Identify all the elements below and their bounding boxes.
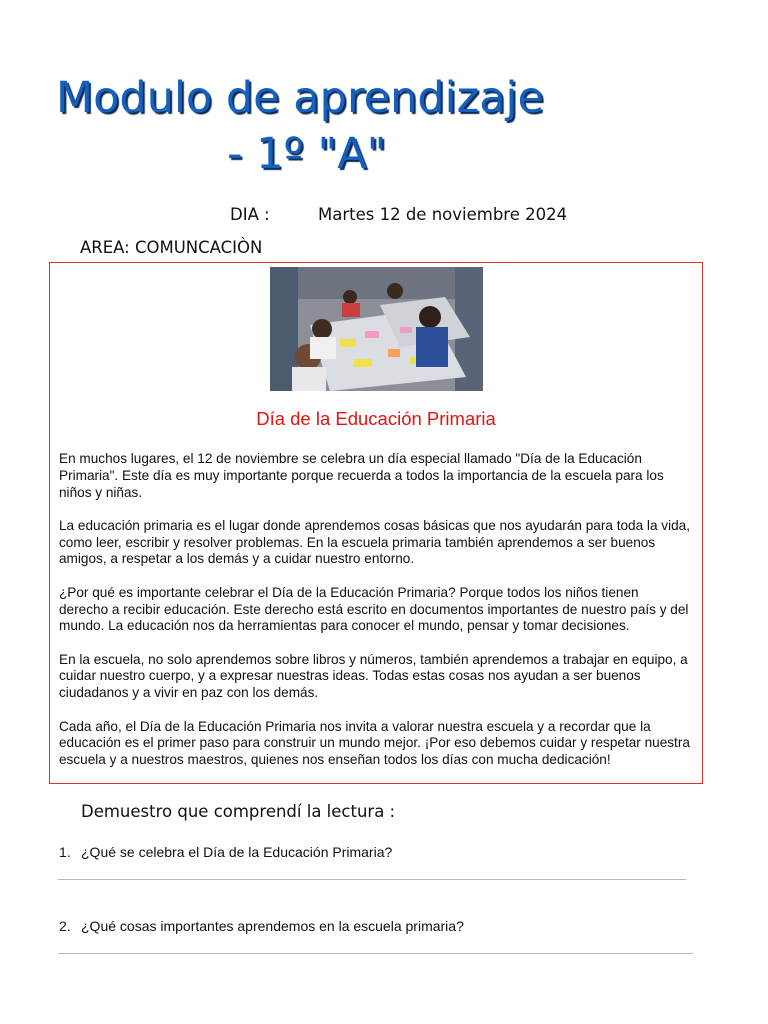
module-title-line1: Modulo de aprendizaje [56, 73, 544, 123]
paragraph: La educación primaria es el lugar donde aprendemos cosas básicas que nos ayudarán para toda la vida, como leer, escribir y resolver problemas. En la escuela primaria también aprendemos a ser buenos amigos, a respetar a los demás y a cuidar nuestro entorno. [59, 517, 691, 567]
comprehension-heading: Demuestro que comprendí la lectura : [81, 802, 396, 821]
question-number: 1. [59, 844, 71, 860]
paragraph: Cada año, el Día de la Educación Primaria nos invita a valorar nuestra escuela y a recordar que la educación es el primer paso para construir un mundo mejor. ¡Por eso debemos cuidar y respetar nuestra escuela y a nuestros maestros, quienes nos enseñan todos los días con mucha dedicación! [59, 718, 690, 768]
reading-text [59, 451, 690, 785]
paragraph: En la escuela, no solo aprendemos sobre libros y números, también aprendemos a trabajar en equipo, a cuidar nuestro cuerpo, y a expresar nuestras ideas. Todas estas cosas nos ayudan a ser buenos ciudadanos y a vivir en paz con los demás. [59, 651, 688, 701]
answer-line-2[interactable] [58, 953, 693, 954]
reading-box [49, 262, 703, 784]
date-row [230, 204, 567, 226]
question-number: 2. [59, 918, 71, 934]
classroom-photo [270, 267, 483, 391]
question-2 [59, 917, 464, 935]
answer-line-1[interactable] [58, 879, 686, 880]
module-title [56, 70, 616, 182]
day-label: DIA : [230, 205, 270, 224]
paragraph: En muchos lugares, el 12 de noviembre se celebra un día especial llamado "Día de la Educación Primaria". Este día es muy importante porque recuerda a todos la importancia de la escuela para los niños y niñas. [59, 451, 664, 500]
area-label: AREA: COMUNCACIÒN [80, 238, 263, 257]
question-text: ¿Qué cosas importantes aprendemos en la escuela primaria? [81, 918, 464, 934]
date-value: Martes 12 de noviembre 2024 [318, 205, 568, 224]
reading-title: Día de la Educación Primaria [256, 408, 496, 429]
paragraph: ¿Por qué es importante celebrar el Día de la Educación Primaria? Porque todos los niños tienen derecho a recibir educación. Este derecho está escrito en documentos importantes de nuestro país y del mundo. La educación nos da herramientas para conocer el mundo, pensar y tomar decisiones. [59, 584, 689, 634]
question-text: ¿Qué se celebra el Día de la Educación Primaria? [81, 844, 393, 860]
module-title-line2: - 1º "A" [227, 129, 387, 179]
question-1 [59, 843, 392, 861]
